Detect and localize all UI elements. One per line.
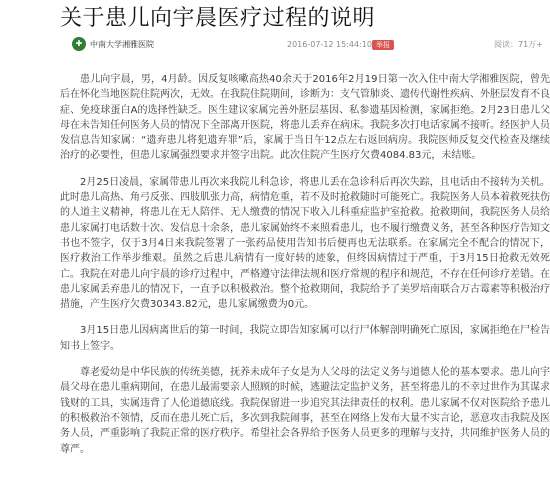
article-title: 关于患儿向宇晨医疗过程的说明 — [60, 6, 376, 31]
report-badge[interactable]: 举报 — [372, 40, 394, 50]
source-account[interactable]: 中南大学湘雅医院 — [90, 40, 154, 49]
paragraph-1: 患儿向宇晨，男，4月龄。因反复咳嗽高热40余天于2016年2月19日第一次入住中南大学湘雅医院，曾先后在怀化当地医院住院两次，无效。在我院住院期间，诊断为：支气管肺炎、遗传代谢性疾病、外胚层发育不良症、免疫球蛋白A的选择性缺乏。医生建议家属完善外胚层基因、私参遗基因检测，家属拒绝。2月23日患儿父母在未告知任何医务人员的情况下全部离开医院，将患儿丢弃在病床。我院多次打电话家属不接听。经医护人员发信息告知家属：“遗弃患儿将犯遗弃罪”后，家属于当日午12点左右返回病房。我院医师反复交代检查及继续治疗的必要性，但患儿家属强烈要求并签字出院。此次住院产生医疗欠费4084.83元，未结账。 — [60, 74, 550, 162]
read-count: 阅读：71万+ — [494, 40, 543, 49]
paragraph-2: 2月25日凌晨，家属带患儿再次来我院儿科急诊，将患儿丢在急诊科后再次失踪，且电话由不接转为关机。此时患儿高热、角弓反张、四肢肌张力高，病情危重，若不及时抢救随时可能死亡。我院医务人员本着救死扶伤的人道主义精神，将患儿在无人陪伴、无人缴费的情况下收入儿科重症监护室抢救。抢救期间，我院医务人员给患儿家属打电话数十次、发信息十余条，患儿家属始终不来照看患儿，也不履行缴费义务，甚至各种医疗告知文书也不签字，仅于3月4日来我院签署了一张药品使用告知书后便再也无法联系。在家属完全不配合的情况下，医疗救治工作举步维艰。虽然之后患儿病情有一度好转的迹象，但终因病情过于严重，于3月15日抢救无效死亡。我院在对患儿向宇晨的诊疗过程中，严格遵守法律法规和医疗常规的程序和规范，不存在任何诊疗差错。在患儿家属丢弃患儿的情况下，一直予以积极救治。整个抢救期间，我院给予了美罗培南联合万古霉素等积极治疗措施，产生医疗欠费30343.82元，患儿家属缴费为0元。 — [60, 176, 550, 311]
article-body — [60, 72, 550, 468]
article-meta — [72, 37, 542, 53]
publish-date: 2016-07-12 15:44:10 — [287, 40, 372, 49]
paragraph-4: 尊老爱幼是中华民族的传统美德，抚养未成年子女是为人父母的法定义务与道德人伦的基本要求。患儿向宇晨父母在患儿重病期间，在患儿最需要亲人照顾的时候，逃避法定监护义务，甚至将患儿的不幸过世作为其谋求钱财的工具，实属违背了人伦道德底线。我院保留进一步追究其法律责任的权利。患儿家属不仅对医院给予患儿的积极救治不领情，反而在患儿死亡后，多次到我院闹事，甚至在网络上发布大量不实言论，恶意攻击我院及医务人员，严重影响了我院正常的医疗秩序。希望社会各界给予医务人员更多的理解与支持，共同维护医务人员的尊严。 — [60, 367, 550, 455]
hospital-logo-icon[interactable]: ✚ — [72, 37, 86, 51]
paragraph-3: 3月15日患儿因病离世后的第一时间，我院立即告知家属可以行尸体解剖明确死亡原因，家属拒绝在尸检告知书上签字。 — [60, 325, 550, 352]
